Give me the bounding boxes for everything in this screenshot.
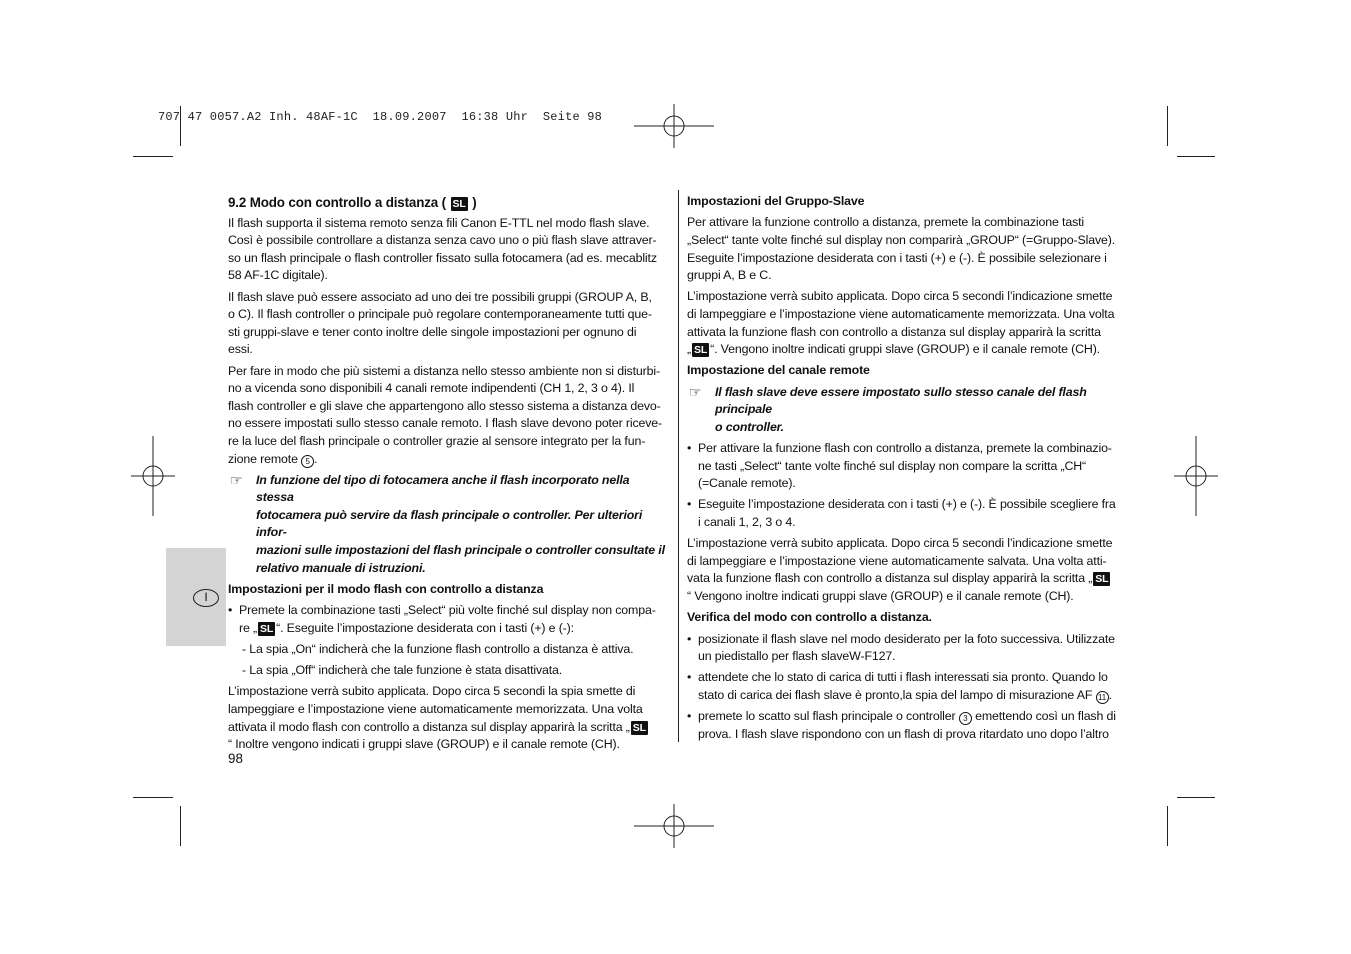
sl-symbol: SL [452, 198, 466, 210]
bullet-item: • Premete la combinazione tasti „Select“ più volte finché sul display non compa- re „ SL “. Eseguite l’impostazione desiderata con i tasti (+) e (-): [228, 603, 656, 635]
sl-symbol: SL [260, 622, 274, 635]
sub-heading: Impostazioni per il modo flash con controllo a distanza [228, 581, 544, 596]
circled-number: 11 [1096, 691, 1109, 704]
crop-mark [1177, 156, 1215, 157]
circled-number: 3 [959, 712, 972, 725]
crop-mark [133, 156, 173, 157]
bullet-icon: • [687, 709, 692, 724]
paragraph: Per fare in modo che più sistemi a distanza nello stesso ambiente non si disturbi- no a vicenda sono disponibili 4 canali remote indipendenti (CH 1, 2, 3 o 4). Il flash controller e gli slave che appartengono allo stesso sistema a distanza devo- no essere impostati sullo stesso canale remoto. I flash slave devono poter riceve- re la luce del flash principale o controller grazie al sensore integrato per la fun- zione remote 5 . [228, 363, 662, 466]
bullet-item: • premete lo scatto sul flash principale o controller 3 emettendo così un flash di prova. I flash slave rispondono con un flash di prova ritardato uno dopo l’altro [687, 709, 1116, 741]
language-badge: I [193, 589, 219, 607]
crop-mark [133, 797, 173, 798]
bullet-item: • Eseguite l’impostazione desiderata con i tasti (+) e (-). È possibile scegliere fra i canali 1, 2, 3 o 4. [687, 497, 1116, 530]
sub-heading: Impostazioni del Gruppo-Slave [687, 194, 865, 208]
column-divider [678, 190, 679, 742]
sl-symbol: SL [1095, 573, 1109, 586]
bullet-icon: • [687, 670, 692, 685]
section-title: 9.2 Modo con controllo a distanza ( SL ) [228, 195, 477, 210]
pointing-hand-icon: ☞ [689, 383, 702, 400]
bullet-item: • Per attivare la funzione flash con controllo a distanza, premete la combinazio- ne tasti „Select“ tante volte finché sul display non compare la scritta „CH“ (=Canale remote). [687, 441, 1112, 491]
crop-mark [180, 806, 181, 846]
page-number: 98 [228, 751, 243, 766]
sl-symbol: SL [693, 344, 708, 357]
paragraph: L’impostazione verrà subito applicata. Dopo circa 5 secondi l’indicazione smette di lampeggiare e l’impostazione viene automaticamente salvata. Una volta atti- vata la funzione flash con controllo a distanza sul display apparirà la scritta „ SL “ Vengono inoltre indicati gruppi slave (GROUP) e il canale remote (CH). [687, 536, 1113, 604]
registration-mark-right [1174, 436, 1218, 516]
sub-heading: Impostazione del canale remote [687, 363, 870, 378]
paragraph: L’impostazione verrà subito applicata. Dopo circa 5 secondi l’indicazione smette di lampeggiare e l’impostazione viene automaticamente memorizzata. Una volta attivata la funzione flash con controllo a distanza sul display apparirà la scritta „ SL “. Vengono inoltre indicati gruppi slave (GROUP) e il canale remote (CH). [687, 289, 1115, 357]
dash-item: - La spia „On“ indicherà che la funzione flash controllo a distanza è attiva. [242, 642, 634, 657]
print-header: 707 47 0057.A2 Inh. 48AF-1C 18.09.2007 16:38 Uhr Seite 98 [158, 110, 603, 124]
left-column [228, 194, 668, 757]
paragraph: Per attivare la funzione controllo a distanza, premete la combinazione tasti „Select“ tante volte finché sul display non comparirà „GROUP“ (=Gruppo-Slave). Eseguite l’impostazione desiderata con i tasti (+) e (-). È possibile selezionare i gruppi A, B e C. [687, 215, 1116, 283]
bullet-icon: • [687, 631, 692, 646]
pointing-hand-icon: ☞ [230, 471, 243, 488]
right-column [687, 193, 1137, 747]
registration-mark-top [634, 104, 714, 148]
sl-symbol: SL [632, 721, 646, 734]
bullet-icon: • [228, 603, 233, 618]
bullet-icon: • [687, 441, 692, 456]
bullet-item: • attendete che lo stato di carica di tutti i flash interessati sia pronto. Quando lo stato di carica dei flash slave è pronto,la spia del lampo di misurazione AF 11 . [687, 670, 1112, 702]
note: ☞ Il flash slave deve essere impostato sullo stesso canale del flash principale o controller. [689, 383, 1087, 434]
note: ☞ In funzione del tipo di fotocamera anche il flash incorporato nella stessa fotocamera può servire da flash principale o controller. Per ulteriori infor- mazioni sulle impostazioni del flash principale o controller consultate il relativo manuale di istruzioni. [230, 471, 665, 575]
dash-item: - La spia „Off“ indicherà che tale funzione è stata disattivata. [242, 663, 563, 678]
sub-heading: Verifica del modo con controllo a distanza. [687, 610, 932, 625]
paragraph: Il flash supporta il sistema remoto senza fili Canon E-TTL nel modo flash slave. Così è possibile controllare a distanza senza cavo uno o più flash slave attraver- so un flash principale o flash controller fissato sulla fotocamera (ad es. mecablitz 58 AF-1C digitale). [228, 215, 657, 283]
bullet-item: • posizionate il flash slave nel modo desiderato per la foto successiva. Utilizzate un piedistallo per flash slaveW-F127. [687, 631, 1115, 664]
bullet-icon: • [687, 497, 692, 512]
crop-mark [1177, 797, 1215, 798]
registration-mark-bottom [634, 804, 714, 848]
paragraph: L’impostazione verrà subito applicata. Dopo circa 5 secondi la spia smette di lampeggiare e l’impostazione viene automaticamente memorizzata. Una volta attivata il modo flash con controllo a distanza sul display apparirà la scritta „ SL “ Inoltre vengono indicati i gruppi slave (GROUP) e il canale remote (CH). [228, 684, 646, 752]
circled-number: 5 [301, 455, 314, 468]
crop-mark [1167, 806, 1168, 846]
registration-mark-left [131, 436, 175, 516]
paragraph: Il flash slave può essere associato ad uno dei tre possibili gruppi (GROUP A, B, o C). Il flash controller o principale può regolare contemporaneamente tutti que- sti gruppi-slave e tener conto inoltre delle singole impostazioni per ognuno di essi. [228, 289, 652, 357]
crop-mark [1167, 106, 1168, 146]
